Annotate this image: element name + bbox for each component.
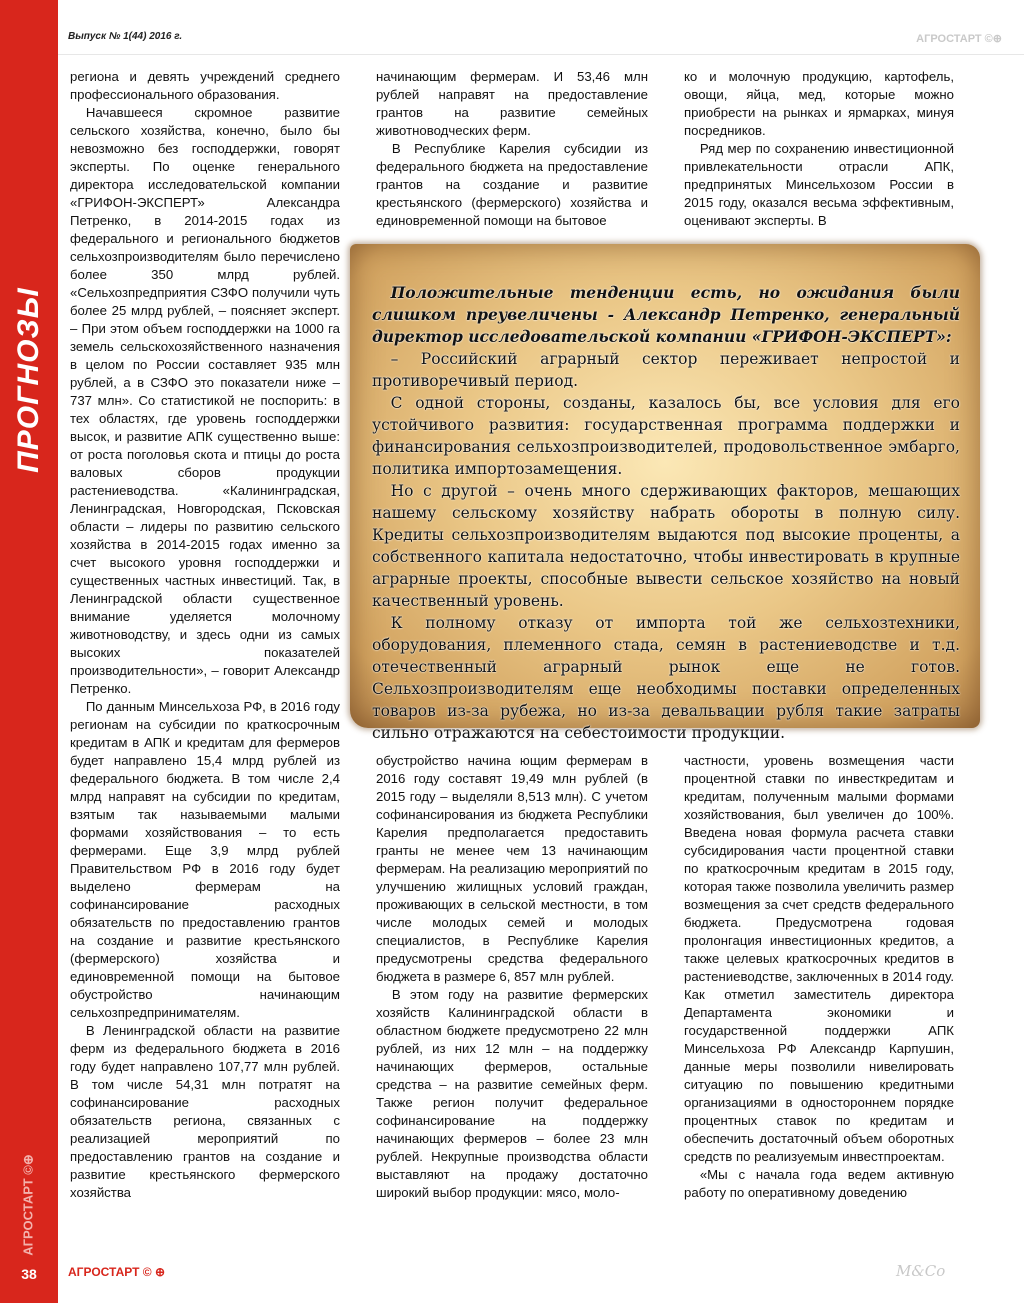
running-header bbox=[58, 14, 1024, 55]
quote-paragraph: С одной стороны, созданы, казалось бы, все условия для его устойчивого развития: государственная программа поддержки и финансирования сельхозпроизводителей, продовольственное эмбарго, политика импортозамещения. bbox=[372, 394, 960, 478]
header-brand-logo: АГРОСТАРТ ©⊕ bbox=[916, 33, 1002, 45]
quote-paragraph: – Российский аграрный сектор переживает непростой и противоречивый период. bbox=[372, 350, 960, 390]
sidebar-brand-box bbox=[4, 1150, 54, 1260]
paragraph: Ряд мер по сохранению инвестиционной привлекательности отрасли АПК, предпринятых Минсельхозом России в 2015 году, оказался весьма эффективным, оценивают эксперты. В bbox=[684, 141, 954, 228]
paragraph: По данным Минсельхоза РФ, в 2016 году регионам на субсидии по краткосрочным кредитам в АПК и кредитам для фермеров будет направлено 15,4 млрд рублей из федерального бюджета. В том числе 2,4 млрд направят на субсидии по кредитам, взятым так называемыми малыми формами хозяйствования – то есть фермерами. Еще 3,9 млрд рублей Правительством РФ в 2016 году будет выделено фермерам на софинансирование расходных обязательств по предоставлению грантов на создание и развитие крестьянского (фермерского) хозяйства и единовременной помощи на бытовое обустройство начинающим сельхозпредпринимателям. bbox=[70, 699, 340, 1020]
footer-brand-logo: АГРОСТАРТ © ⊕ bbox=[68, 1265, 165, 1279]
issue-label: Выпуск № 1(44) 2016 г. bbox=[68, 31, 183, 42]
article-column-2-top bbox=[376, 68, 648, 230]
quote-parchment-box bbox=[350, 244, 980, 742]
paragraph: В Республике Карелия субсидии из федерального бюджета на предоставление грантов на создание и развитие крестьянского (фермерского) хозяйства и единовременной помощи на бытовое bbox=[376, 141, 648, 228]
paragraph: начинающим фермерам. И 53,46 млн рублей направят на предоставление грантов на развитие семейных животноводческих ферм. bbox=[376, 69, 648, 138]
paragraph: В этом году на развитие фермерских хозяйств Калининградской области в областном бюджете предусмотрено 22 млн рублей, из них 12 млн – на поддержку начинающих фермеров, остальные средства – на развитие семейных ферм. Также регион получит федеральное софинансирование на поддержку начинающих фермеров – более 23 млн рублей. Некрупные производства области выставляют на продажу достаточно широкий выбор продукции: мясо, моло- bbox=[376, 987, 648, 1200]
paragraph: ко и молочную продукцию, картофель, овощи, яйца, мед, которые можно приобрести на рынках и ярмарках, минуя посредников. bbox=[684, 69, 954, 138]
quote-text bbox=[372, 282, 960, 744]
paragraph: «Мы с начала года ведем активную работу по оперативному доведению bbox=[684, 1167, 954, 1200]
paragraph: региона и девять учреждений среднего профессионального образования. bbox=[70, 69, 340, 102]
sidebar-brand-logo: АГРОСТАРТ ©⊕ bbox=[21, 1154, 36, 1256]
paragraph: частности, уровень возмещения части процентной ставки по инвесткредитам и кредитам, полученным малыми формами хозяйствования, был увеличен до 100%. Введена новая формула расчета ставки субсидирования части процентной ставки по краткосрочным кредитам в 2015 году, которая также позволила увеличить размер возмещения за счет средств федерального бюджета. Предусмотрена годовая пролонгация инвестиционных кредитов, а также целевых краткосрочных кредитов в растениеводстве, заключенных в 2014 году. Как отметил заместитель директора Департамента экономики и государственной поддержки АПК Минсельхоза РФ Александр Карпушин, данные меры позволили нивелировать ситуацию по повышению кредитными организациями в одностороннем порядке процентных ставок по кредитам и обеспечить достаточный объем оборотных средств по реализуемым инвестпроектам. bbox=[684, 753, 954, 1164]
paragraph: Начавшееся скромное развитие сельского хозяйства, конечно, было бы невозможно без господдержки, говорят эксперты. По оценке генерального директора исследовательской компании «ГРИФОН-ЭКСПЕРТ» Александра Петренко, в 2014-2015 годах из федерального и регионального бюджетов сельхозпроизводителям было перечислено более 350 млрд рублей. «Сельхозпредприятия СЗФО получили чуть более 25 млрд рублей, – поясняет эксперт. – При этом объем господдержки на 1000 га земель сельскохозяйственного назначения в целом по России составляет 935 млн рублей, а в СЗФО это показатели ниже – 737 млн». Со статистикой не поспорить: в тех областях, где уровень господдержки высок, и развитие АПК существенно выше: от роста поголовья скота и птицы до роста валовых сборов продукции растениеводства. «Калининградская, Ленинградская, Новгородская, Псковская области – лидеры по развитию сельского хозяйства в 2014-2015 годах именно за счет высокого уровня господдержки и существенных частных инвестиций. Так, в Ленинградской области существенное внимание уделяется молочному животноводству, и здесь одни из самых высоких показателей производительности», – говорит Александр Петренко. bbox=[70, 105, 340, 696]
quote-lead: Положительные тенденции есть, но ожидания были слишком преувеличены - Александр Петренко, генеральный директор исследовательской компании «ГРИФОН-ЭКСПЕРТ»: bbox=[372, 283, 960, 346]
article-column-2-bottom bbox=[376, 752, 648, 1202]
page-number: 38 bbox=[21, 1266, 37, 1282]
article-column-3-top bbox=[684, 68, 954, 230]
quote-paragraph: К полному отказу от импорта той же сельхозтехники, оборудования, племенного стада, семян в растениеводстве и т.д. отечественный аграрный рынок еще не готов. Сельхозпроизводителям еще необходимы поставки определенных товаров из-за рубежа, но из-за девальвации рубля такие затраты сильно отражаются на себестоимости продукции. bbox=[372, 614, 960, 742]
article-column-1 bbox=[70, 68, 340, 1202]
article-column-3-bottom bbox=[684, 752, 954, 1202]
footer-publisher-mark: M&Co bbox=[896, 1262, 946, 1280]
paragraph: В Ленинградской области на развитие ферм из федерального бюджета в 2016 году будет направлено 107,77 млн рублей. В том числе 54,31 млн потратят на софинансирование расходных обязательств региона, связанных с реализацией мероприятий по предоставлению грантов на создание и развитие крестьянского фермерского хозяйства bbox=[70, 1023, 340, 1200]
quote-paragraph: Но с другой – очень много сдерживающих факторов, мешающих нашему сельскому хозяйству набрать обороты в полную силу. Кредиты сельхозпроизводителям выдаются под высокие проценты, а собственного капитала недостаточно, чтобы инвестировать в крупные аграрные проекты, способные вывести сельское хозяйство на новый качественный уровень. bbox=[372, 482, 960, 610]
paragraph: обустройство начина ющим фермерам в 2016 году составят 19,49 млн рублей (в 2015 году – выделяли 8,513 млн). С учетом софинансирования из бюджета Республики Карелия предполагается предоставить гранты не менее чем 13 начинающим фермерам. На реализацию мероприятий по улучшению жилищных условий граждан, проживающих в сельской местности, в том числе молодых семей и молодых специалистов, в Республике Карелия предусмотрены средства федерального бюджета в размере 6, 857 млн рублей. bbox=[376, 753, 648, 984]
rubric-label: ПРОГНОЗЫ bbox=[12, 287, 45, 473]
rubric-label-box bbox=[4, 280, 54, 480]
section-sidebar bbox=[0, 0, 58, 1303]
